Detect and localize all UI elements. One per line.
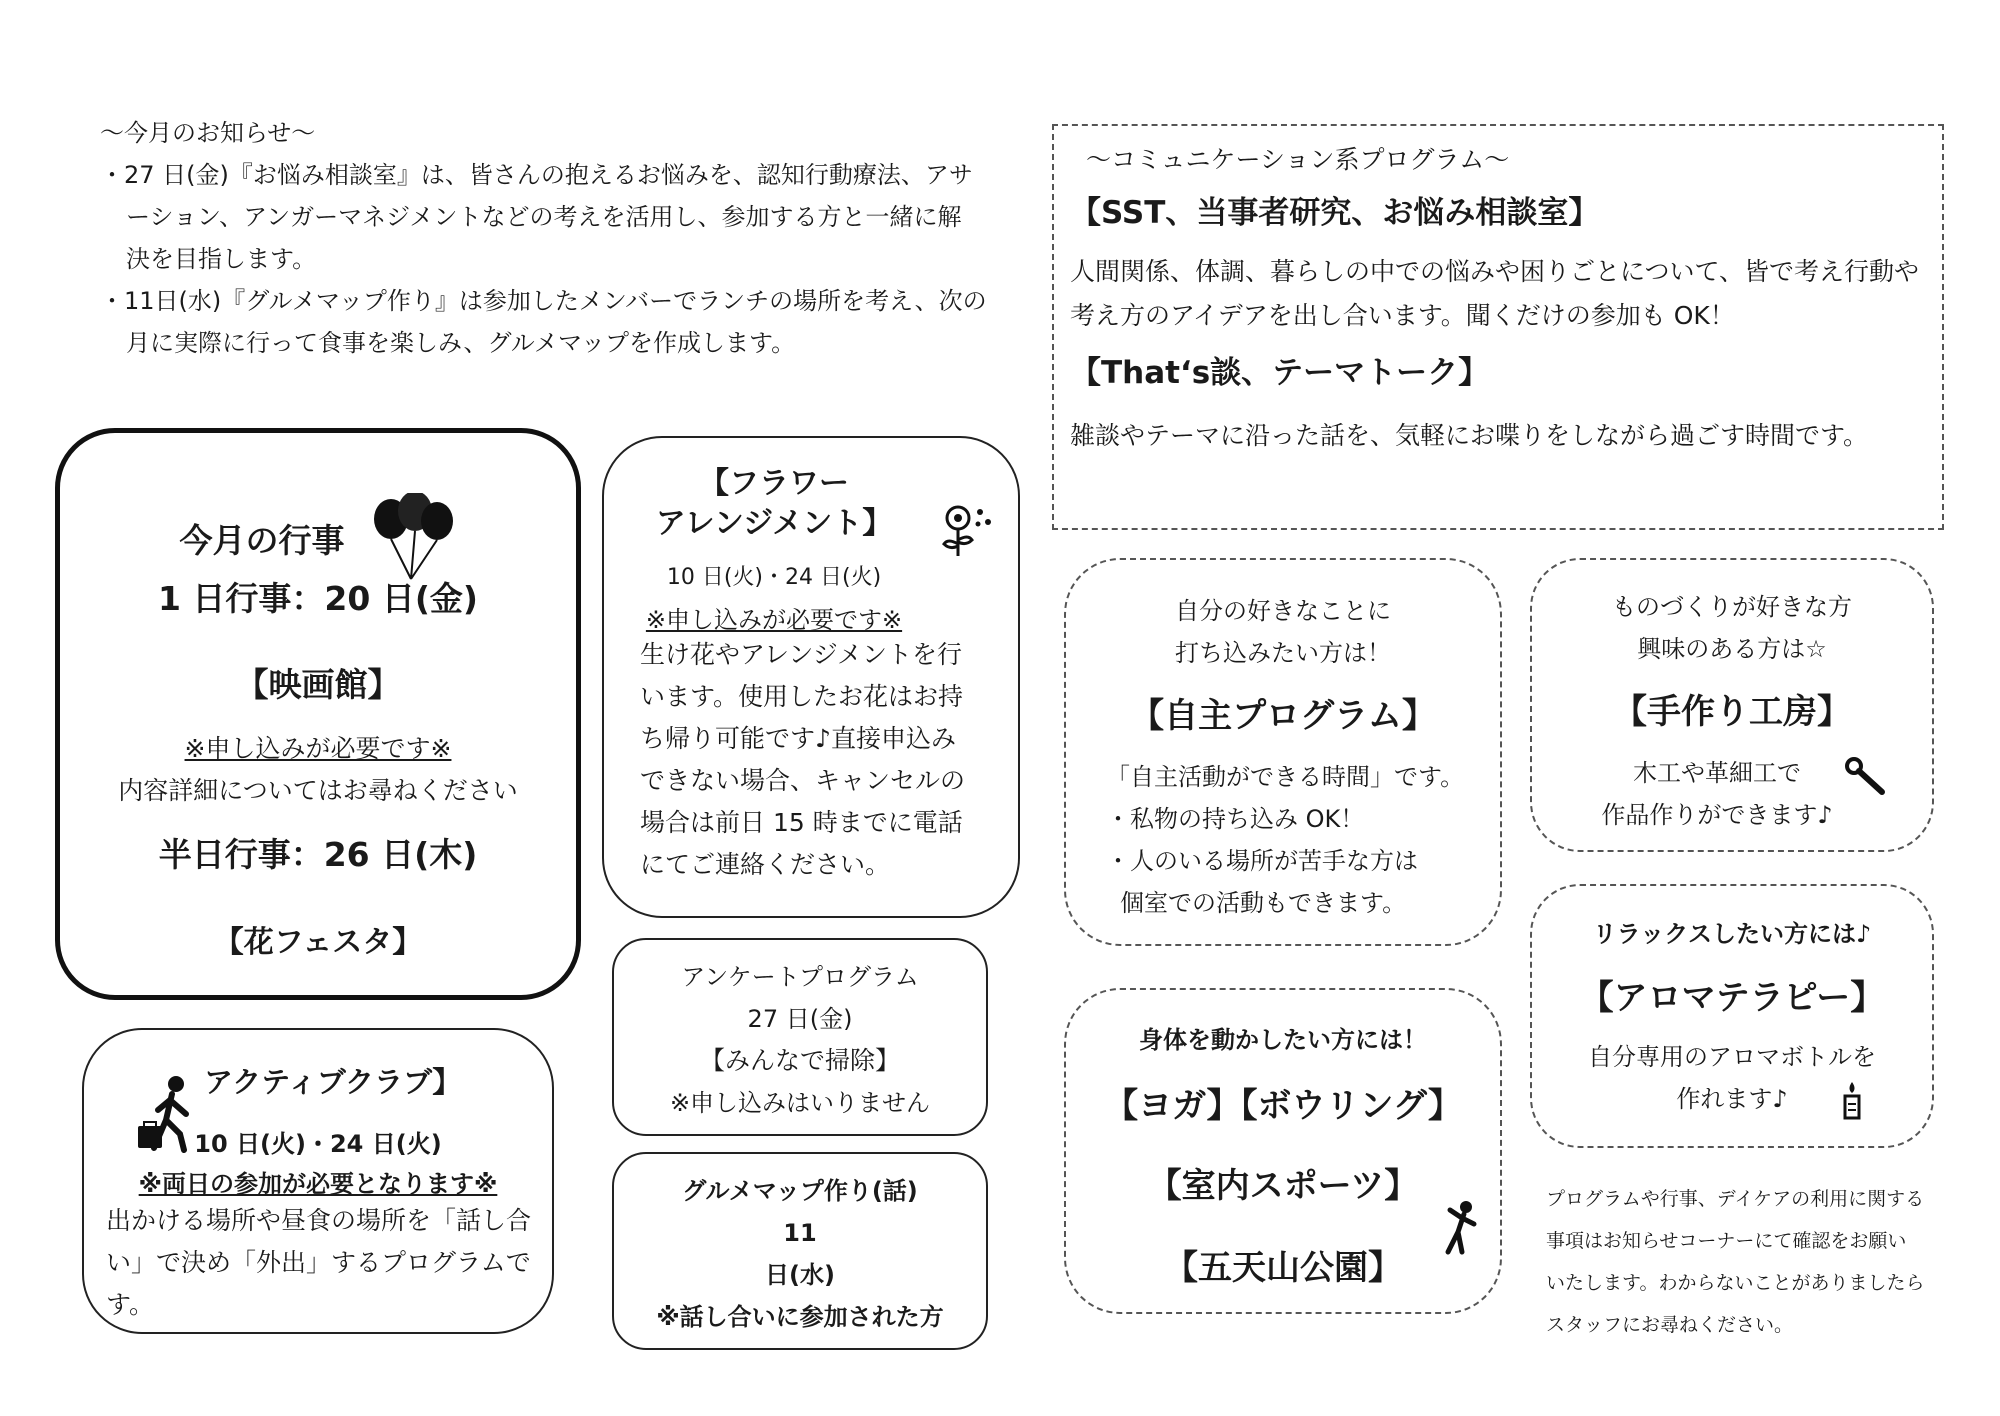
footer-note-line: いたします。わからないことがありましたら: [1546, 1272, 1925, 1294]
active-club-title: アクティブクラブ】: [204, 1065, 462, 1099]
flower-icon: [940, 502, 996, 558]
monthly-events-box: [55, 428, 581, 1000]
flower-title-line: アレンジメント】: [655, 506, 893, 541]
self-program-line: ・私物の持ち込み OK！: [1106, 805, 1365, 833]
survey-program-box: [612, 938, 988, 1136]
footer-note-line: 事項はお知らせコーナーにて確認をお願い: [1546, 1230, 1907, 1252]
craft-intro: 興味のある方は☆: [1637, 635, 1827, 663]
self-program-line: 個室での活動もできます。: [1120, 889, 1407, 917]
communication-program-box: [1052, 124, 1944, 530]
events-full-day-place: 【映画館】: [235, 665, 401, 704]
notice-item-1-line: 決を目指します。: [126, 245, 317, 273]
active-club-requirement: ※両日の参加が必要となります※: [138, 1170, 498, 1198]
sports-list-3: 【五天山公園】: [1164, 1248, 1402, 1288]
notice-item-2-line: 月に実際に行って食事を楽しみ、グルメマップを作成します。: [126, 329, 796, 357]
communication-section-2-text: 雑談やテーマに沿った話を、気軽にお喋りをしながら過ごす時間です。: [1070, 421, 1869, 450]
notice-item-1: [100, 154, 1000, 280]
survey-note: ※申し込みはいりません: [669, 1089, 931, 1117]
notice-heading: ～今月のお知らせ～: [100, 119, 316, 147]
sports-list-2: 【室内スポーツ】: [1147, 1166, 1419, 1206]
communication-section-2-title: 【That‘s談、テーマトーク】: [1070, 355, 1490, 391]
flower-reservation: ※申し込みが必要です※: [645, 606, 903, 634]
active-club-description: [106, 1200, 552, 1326]
self-program-box: [1064, 558, 1502, 946]
survey-title: アンケートプログラム: [681, 963, 919, 991]
wrench-icon: [1844, 756, 1888, 796]
events-half-day-place: 【花フェスタ】: [213, 925, 423, 960]
monthly-notice: [100, 112, 1000, 364]
self-program-title: 【自主プログラム】: [1130, 696, 1436, 736]
self-program-description: [1106, 756, 1464, 924]
flower-description-line: 場合は前日 15 時までに電話: [640, 808, 963, 837]
notice-item-1-line: ーション、アンガーマネジメントなどの考えを活用し、参加する方と一緒に解: [126, 203, 962, 231]
craft-line: 木工や革細工で: [1633, 759, 1801, 787]
flower-dates: 10 日(火)・24 日(火): [666, 565, 882, 590]
candle-icon: [1840, 1080, 1864, 1120]
gourmet-title: グルメマップ作り(話): [682, 1177, 918, 1205]
flower-description-line: にてご連絡ください。: [640, 850, 891, 879]
communication-section-1-line: 人間関係、体調、暮らしの中での悩みや困りごとについて、皆で考え行動や: [1070, 257, 1920, 286]
communication-section-1-text: [1070, 250, 1926, 338]
aroma-therapy-box: [1530, 884, 1934, 1148]
communication-heading: ～コミュニケーション系プログラム～: [1086, 145, 1510, 174]
self-program-intro: 自分の好きなことに: [1175, 597, 1391, 625]
aroma-intro: リラックスしたい方には♪: [1592, 920, 1872, 948]
balloons-icon: [371, 493, 457, 583]
sports-program-box: [1064, 988, 1502, 1314]
flower-description-line: ち帰り可能です♪直接申込み: [640, 724, 956, 753]
craft-workshop-box: [1530, 558, 1934, 852]
survey-date: 27 日(金): [747, 1005, 853, 1033]
gourmet-note: ※話し合いに参加された方: [656, 1303, 944, 1331]
self-program-intro: 打ち込みたい方は！: [1175, 639, 1391, 667]
aroma-line: 作れます♪: [1676, 1085, 1788, 1113]
craft-intro: ものづくりが好きな方: [1612, 593, 1852, 621]
active-club-dates: 10 日(火)・24 日(火): [194, 1130, 442, 1158]
gourmet-date-day: 11: [783, 1219, 817, 1247]
craft-line: 作品作りができます♪: [1601, 801, 1833, 829]
gourmet-map-box: [612, 1152, 988, 1350]
active-club-description-line: 出かける場所や昼食の場所を「話し合: [106, 1206, 532, 1235]
sports-intro: 身体を動かしたい方には！: [1139, 1026, 1427, 1054]
footer-note-line: スタッフにお尋ねください。: [1546, 1314, 1794, 1336]
flower-arrangement-box: [602, 436, 1020, 918]
flower-description-line: 生け花やアレンジメントを行: [640, 640, 963, 669]
survey-activity: 【みんなで掃除】: [699, 1046, 900, 1075]
self-program-line: ・人のいる場所が苦手な方は: [1106, 847, 1418, 875]
active-club-box: [82, 1028, 554, 1334]
flower-description-line: できない場合、キャンセルの: [640, 766, 966, 795]
footer-note-line: プログラムや行事、デイケアの利用に関する: [1546, 1188, 1925, 1210]
self-program-line: 「自主活動ができる時間」です。: [1106, 763, 1465, 791]
aroma-title: 【アロマテラピー】: [1579, 978, 1885, 1018]
events-details: 内容詳細についてはお尋ねください: [118, 776, 518, 805]
notice-item-2: [100, 280, 1000, 364]
sports-list-1: 【ヨガ】【ボウリング】: [1104, 1086, 1462, 1126]
communication-section-1-title: 【SST、当事者研究、お悩み相談室】: [1070, 195, 1600, 231]
events-full-day: 1 日行事：20 日(金): [157, 579, 479, 618]
notice-item-2-line: ・11日(水)『グルメマップ作り』は参加したメンバーでランチの場所を考え、次の: [100, 287, 987, 315]
events-reservation: ※申し込みが必要です※: [184, 734, 452, 763]
flower-description: [640, 634, 965, 886]
aroma-line: 自分専用のアロマボトルを: [1588, 1043, 1876, 1071]
flower-title-line: 【フラワー: [699, 466, 849, 501]
active-club-description-line: い」で決め「外出」するプログラムです。: [106, 1248, 531, 1319]
flower-description-line: います。使用したお花はお持: [640, 682, 964, 711]
events-title: 今月の行事: [179, 520, 345, 560]
events-half-day: 半日行事：26 日(木): [158, 835, 478, 874]
gourmet-date-weekday: 日(水): [765, 1261, 835, 1289]
craft-title: 【手作り工房】: [1613, 692, 1851, 732]
stretching-person-icon: [1438, 1200, 1478, 1256]
communication-section-1-line: 考え方のアイデアを出し合います。聞くだけの参加も OK！: [1070, 301, 1735, 330]
notice-item-1-line: ・27 日(金)『お悩み相談室』は、皆さんの抱えるお悩みを、認知行動療法、アサ: [100, 161, 973, 189]
footer-note: [1546, 1178, 1924, 1346]
